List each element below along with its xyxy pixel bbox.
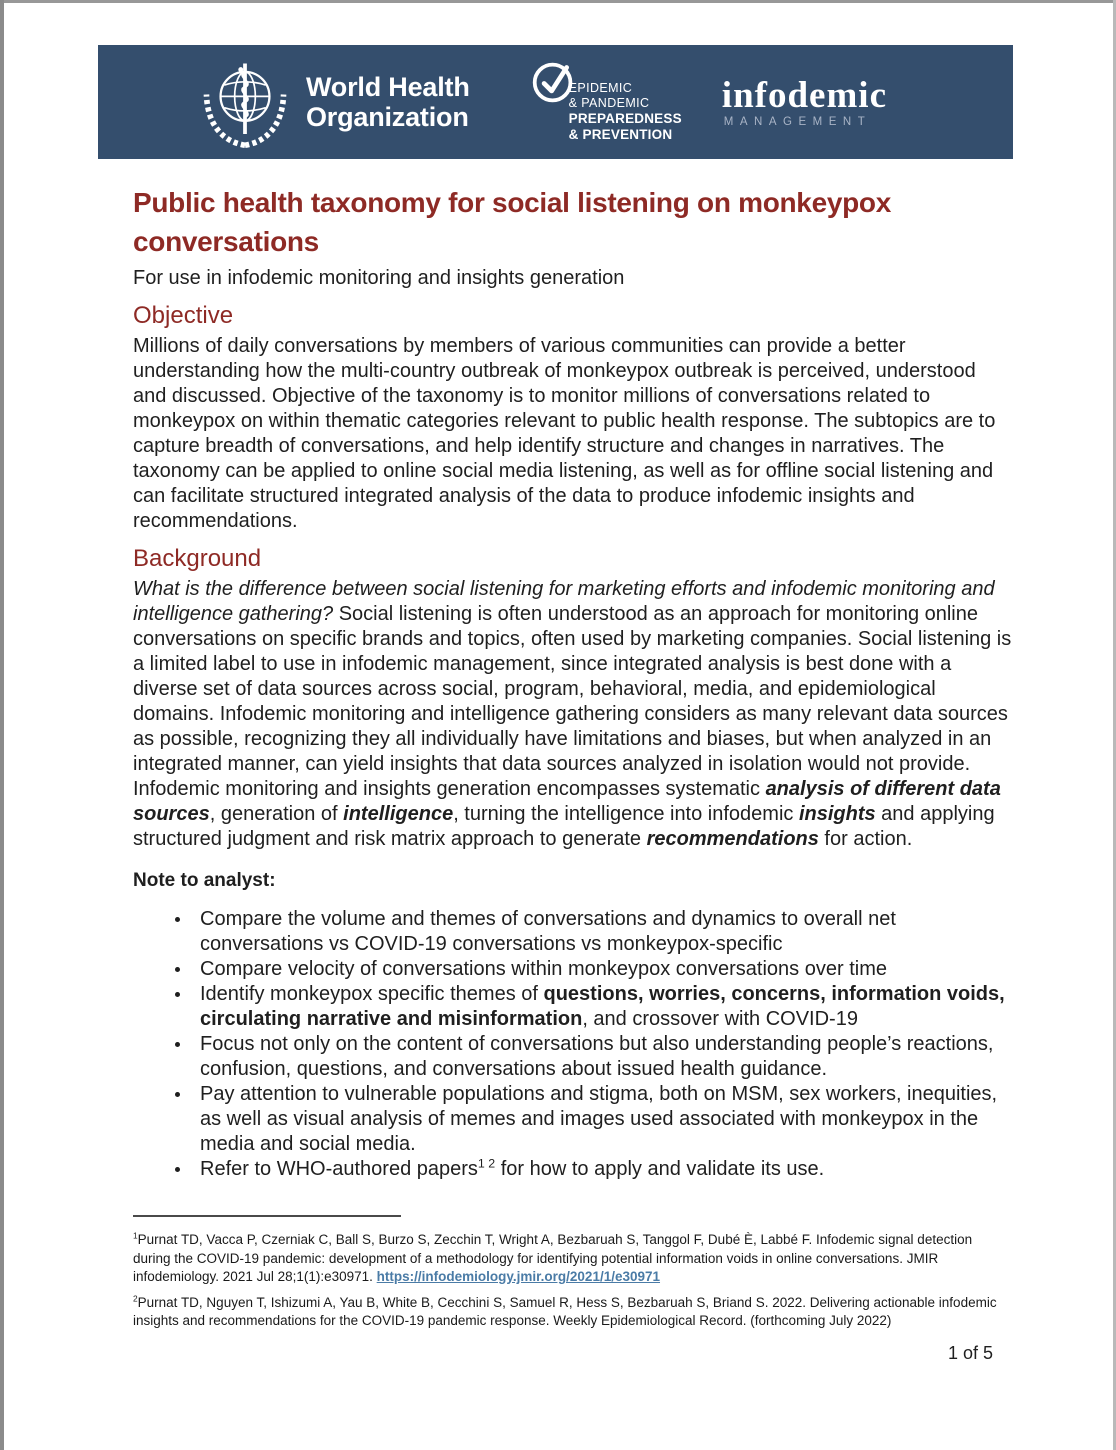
- footnote-link[interactable]: https://infodemiology.jmir.org/2021/1/e30971: [376, 1269, 661, 1284]
- infodemic-wordmark: infodemic: [721, 74, 887, 116]
- list-item: Focus not only on the content of conversations but also understanding people’s reactions, confusion, questions, and conversations about issued health guidance.: [133, 1032, 1013, 1082]
- analyst-notes-list: [133, 907, 1013, 1182]
- infodemic-management-label: MANAGEMENT: [723, 115, 872, 128]
- background-paragraph: What is the difference between social listening for marketing efforts and infodemic monitoring and intelligence gathering? Social listening is often understood as an approach for monitoring online conversations on specific brands and topics, often used by marketing companies. Social listening is a limited label to use in infodemic management, since integrated analysis is best done with a diverse set of data sources across social, program, behavioral, media, and epidemiological domains. Infodemic monitoring and intelligence gathering considers as many relevant data sources as possible, recognizing they all individually have limitations and biases, but when analyzed in an integrated manner, can yield insights that data sources analyzed in isolation would not provide. Infodemic monitoring and insights generation encompasses systematic analysis of different data sources, generation of intelligence, turning the intelligence into infodemic insights and applying structured judgment and risk matrix approach to generate recommendations for action.: [133, 578, 1012, 850]
- epp-line2: & PANDEMIC: [568, 96, 650, 110]
- list-item: Compare velocity of conversations within monkeypox conversations over time: [133, 957, 1013, 982]
- who-wordmark-line1: World Health: [306, 72, 470, 102]
- who-header-banner: [98, 45, 1013, 159]
- document-title: Public health taxonomy for social listening on monkeypox conversations: [133, 187, 891, 257]
- section-heading-objective: Objective: [133, 302, 234, 329]
- footnote-2: $^2$Purnat TD, Nguyen T, Ishizumi A, Yau B, White B, Cecchini S, Samuel R, Hess S, Bezbaruah S, Briand S. 2022. Delivering actionable infodemic insights and recommendations for the COVID-19 pandemic response. Weekly Epidemiological Record. (forthcoming July 2022): [133, 1293, 997, 1328]
- page-number: 1 of 5: [947, 1343, 993, 1363]
- list-item: Pay attention to vulnerable populations and stigma, both on MSM, sex workers, inequities, as well as visual analysis of memes and images used associated with monkeypox in the media and social media.: [133, 1082, 1013, 1157]
- footnote-area: [133, 1215, 1013, 1338]
- infodemic-logo-block: [721, 74, 887, 128]
- note-to-analyst-label: Note to analyst:: [133, 870, 276, 891]
- document-content: [133, 183, 1013, 1182]
- who-wordmark-line2: Organization: [306, 102, 469, 132]
- objective-paragraph: Millions of daily conversations by members of various communities can provide a better understanding how the multi-country outbreak of monkeypox outbreak is perceived, understood and discussed. Objective of the taxonomy is to monitor millions of conversations related to monkeypox on within thematic categories relevant to public health response. The subtopics are to capture breadth of conversations, and help identify structure and changes in narratives. The taxonomy can be applied to online social media listening, as well as for offline social listening and can facilitate structured integrated analysis of the data to produce infodemic insights and recommendations.: [133, 335, 996, 532]
- footnote-1: $^1$Purnat TD, Vacca P, Czerniak C, Ball S, Burzo S, Zecchin T, Wright A, Bezbaruah S, Tanggol F, Dubé È, Labbé F. Infodemic signal detection during the COVID-19 pandemic: development of a methodology for identifying potential information voids in online conversations. JMIR infodemiology. 2021 Jul 28;1(1):e30971. https://infodemiology.jmir.org/2021/1/e30971: [133, 1230, 973, 1284]
- epp-line4: & PREVENTION: [568, 127, 673, 142]
- list-item: Compare the volume and themes of conversations and dynamics to overall net conversations vs COVID-19 conversations vs monkeypox-specific: [133, 907, 1013, 957]
- epp-line1: EPIDEMIC: [568, 81, 633, 95]
- who-emblem-icon: [198, 55, 292, 149]
- document-subtitle: For use in infodemic monitoring and insights generation: [133, 267, 625, 289]
- who-logo-block: [198, 55, 470, 149]
- list-item: Identify monkeypox specific themes of questions, worries, concerns, information voids, circulating narrative and misinformation, and crossover with COVID-19: [133, 982, 1013, 1032]
- epp-logo-block: [530, 61, 682, 143]
- document-page: [4, 3, 1113, 1450]
- section-heading-background: Background: [133, 545, 262, 572]
- epp-wordmark: [569, 81, 682, 143]
- who-wordmark: [306, 72, 470, 132]
- list-item: Refer to WHO-authored papers$^{1 2}$ for how to apply and validate its use.: [133, 1157, 1013, 1182]
- page-edge-left: [0, 0, 4, 1450]
- footnote-divider: [133, 1215, 401, 1217]
- page-edge-top: [0, 0, 1116, 3]
- epp-line3: PREPAREDNESS: [568, 111, 682, 126]
